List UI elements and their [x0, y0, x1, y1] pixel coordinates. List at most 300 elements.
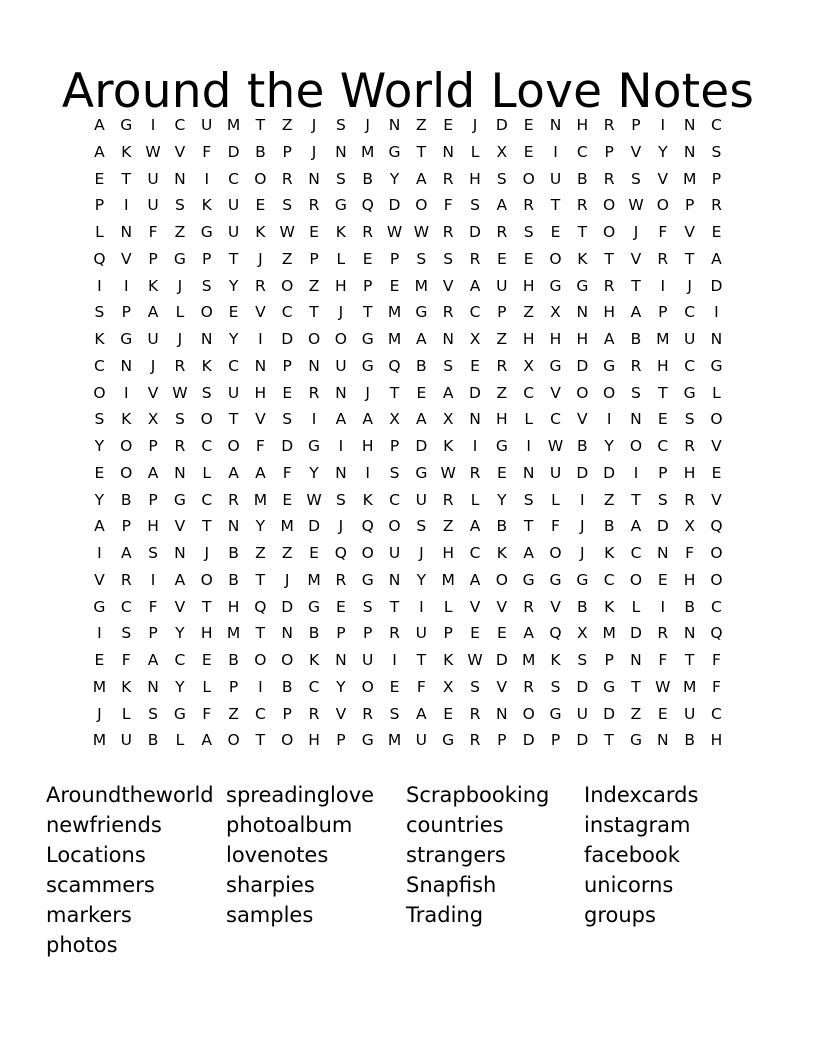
grid-cell[interactable]: R: [362, 223, 374, 241]
grid-cell[interactable]: G: [308, 437, 321, 455]
grid-cell[interactable]: S: [282, 410, 293, 429]
grid-cell[interactable]: H: [442, 544, 454, 562]
grid-cell[interactable]: X: [442, 677, 454, 696]
grid-cell[interactable]: R: [281, 169, 293, 188]
grid-cell[interactable]: A: [603, 330, 615, 348]
grid-cell[interactable]: O: [629, 437, 643, 455]
grid-cell[interactable]: O: [522, 169, 535, 188]
grid-cell[interactable]: V: [711, 437, 722, 455]
grid-cell[interactable]: U: [201, 116, 213, 134]
word-list-item[interactable]: countries: [406, 813, 504, 837]
grid-cell[interactable]: M: [253, 490, 268, 509]
grid-cell[interactable]: E: [282, 490, 293, 509]
grid-cell[interactable]: V: [577, 410, 588, 429]
word-list-item[interactable]: photos: [46, 933, 118, 957]
grid-cell[interactable]: K: [121, 410, 132, 429]
grid-cell[interactable]: W: [628, 196, 644, 215]
word-list-item[interactable]: Aroundtheworld: [46, 783, 214, 807]
grid-cell[interactable]: B: [308, 624, 320, 643]
grid-cell[interactable]: Z: [523, 303, 534, 322]
grid-cell[interactable]: E: [711, 463, 722, 482]
grid-cell[interactable]: L: [121, 704, 131, 723]
grid-cell[interactable]: E: [523, 116, 534, 134]
grid-cell[interactable]: A: [228, 463, 239, 482]
grid-cell[interactable]: N: [120, 356, 133, 375]
grid-cell[interactable]: U: [147, 196, 159, 215]
grid-cell[interactable]: Z: [416, 116, 427, 134]
grid-cell[interactable]: M: [387, 303, 402, 322]
grid-cell[interactable]: S: [470, 196, 480, 215]
grid-cell[interactable]: T: [362, 303, 373, 322]
grid-cell[interactable]: E: [523, 142, 534, 161]
grid-cell[interactable]: R: [442, 223, 454, 241]
grid-cell[interactable]: N: [710, 330, 723, 348]
grid-cell[interactable]: S: [148, 544, 158, 562]
grid-cell[interactable]: N: [308, 169, 320, 188]
grid-cell[interactable]: P: [336, 731, 346, 750]
word-list-item[interactable]: strangers: [406, 843, 506, 867]
grid-cell[interactable]: D: [576, 463, 589, 482]
grid-cell[interactable]: W: [440, 463, 456, 482]
grid-cell[interactable]: O: [495, 570, 508, 589]
grid-cell[interactable]: A: [469, 517, 481, 536]
grid-cell[interactable]: R: [469, 704, 481, 723]
grid-cell[interactable]: L: [712, 383, 721, 402]
grid-cell[interactable]: R: [657, 249, 669, 268]
grid-cell[interactable]: Q: [361, 517, 374, 536]
grid-cell[interactable]: C: [174, 651, 186, 669]
grid-cell[interactable]: W: [279, 223, 295, 241]
grid-cell[interactable]: I: [526, 437, 531, 455]
grid-cell[interactable]: J: [365, 383, 370, 402]
word-list-item[interactable]: markers: [46, 903, 132, 927]
grid-cell[interactable]: G: [173, 490, 186, 509]
grid-cell[interactable]: N: [630, 410, 642, 429]
grid-cell[interactable]: Z: [281, 544, 293, 562]
grid-cell[interactable]: S: [335, 169, 346, 188]
grid-cell[interactable]: K: [147, 276, 159, 295]
grid-cell[interactable]: R: [174, 356, 186, 375]
grid-cell[interactable]: W: [172, 383, 188, 402]
grid-cell[interactable]: G: [361, 356, 374, 375]
grid-cell[interactable]: L: [551, 490, 560, 509]
grid-cell[interactable]: C: [630, 544, 642, 562]
grid-cell[interactable]: V: [469, 597, 481, 616]
grid-cell[interactable]: P: [336, 624, 346, 643]
grid-cell[interactable]: U: [683, 330, 696, 348]
grid-cell[interactable]: S: [121, 624, 132, 643]
grid-cell[interactable]: G: [120, 330, 133, 348]
grid-cell[interactable]: U: [496, 276, 508, 295]
grid-cell[interactable]: V: [630, 249, 642, 268]
grid-cell[interactable]: V: [711, 490, 722, 509]
grid-cell[interactable]: G: [334, 196, 347, 215]
grid-cell[interactable]: E: [443, 116, 454, 134]
grid-cell[interactable]: U: [120, 731, 132, 750]
grid-cell[interactable]: K: [443, 651, 454, 669]
grid-cell[interactable]: H: [656, 356, 669, 375]
grid-cell[interactable]: C: [308, 677, 320, 696]
grid-cell[interactable]: G: [308, 597, 321, 616]
grid-cell[interactable]: R: [120, 570, 132, 589]
grid-cell[interactable]: R: [442, 303, 454, 322]
grid-cell[interactable]: P: [497, 731, 507, 750]
grid-cell[interactable]: T: [121, 169, 131, 188]
grid-cell[interactable]: D: [656, 517, 669, 536]
grid-cell[interactable]: T: [228, 249, 239, 268]
grid-cell[interactable]: E: [282, 383, 293, 402]
grid-cell[interactable]: M: [92, 677, 107, 696]
grid-cell[interactable]: B: [577, 437, 588, 455]
grid-cell[interactable]: F: [658, 651, 668, 669]
grid-cell[interactable]: P: [684, 196, 695, 215]
grid-cell[interactable]: M: [92, 731, 107, 750]
grid-cell[interactable]: F: [416, 677, 426, 696]
grid-cell[interactable]: Y: [228, 276, 239, 295]
grid-cell[interactable]: S: [657, 490, 668, 509]
grid-cell[interactable]: B: [577, 597, 588, 616]
grid-cell[interactable]: U: [549, 463, 562, 482]
grid-cell[interactable]: Z: [281, 116, 293, 134]
grid-cell[interactable]: T: [389, 383, 400, 402]
grid-cell[interactable]: H: [683, 463, 696, 482]
grid-cell[interactable]: Y: [255, 517, 266, 536]
grid-cell[interactable]: N: [496, 704, 508, 723]
grid-cell[interactable]: U: [415, 490, 428, 509]
grid-cell[interactable]: X: [147, 410, 159, 429]
word-list-item[interactable]: groups: [584, 903, 656, 927]
grid-cell[interactable]: U: [549, 169, 562, 188]
grid-cell[interactable]: J: [419, 544, 424, 562]
grid-cell[interactable]: T: [255, 570, 266, 589]
grid-cell[interactable]: P: [121, 517, 131, 536]
grid-cell[interactable]: A: [335, 410, 347, 429]
grid-cell[interactable]: F: [282, 463, 292, 482]
grid-cell[interactable]: C: [523, 383, 535, 402]
grid-cell[interactable]: I: [123, 276, 129, 295]
grid-cell[interactable]: F: [443, 196, 453, 215]
grid-cell[interactable]: K: [201, 196, 212, 215]
word-list-item[interactable]: facebook: [584, 843, 680, 867]
grid-cell[interactable]: V: [442, 276, 454, 295]
grid-cell[interactable]: N: [200, 330, 213, 348]
grid-cell[interactable]: G: [549, 570, 562, 589]
grid-cell[interactable]: Q: [254, 597, 267, 616]
grid-cell[interactable]: E: [657, 704, 668, 723]
grid-cell[interactable]: V: [630, 142, 642, 161]
grid-cell[interactable]: Z: [281, 249, 293, 268]
grid-cell[interactable]: D: [603, 704, 616, 723]
grid-cell[interactable]: R: [442, 490, 454, 509]
grid-cell[interactable]: T: [255, 731, 266, 750]
grid-cell[interactable]: G: [629, 731, 642, 750]
grid-cell[interactable]: F: [121, 651, 131, 669]
grid-cell[interactable]: X: [389, 410, 400, 429]
grid-cell[interactable]: S: [335, 116, 346, 134]
grid-cell[interactable]: C: [469, 544, 481, 562]
grid-cell[interactable]: S: [362, 597, 373, 616]
grid-cell[interactable]: N: [442, 330, 454, 348]
grid-cell[interactable]: N: [683, 142, 696, 161]
grid-cell[interactable]: F: [202, 704, 212, 723]
grid-cell[interactable]: M: [414, 276, 429, 295]
grid-cell[interactable]: Z: [496, 330, 508, 348]
grid-cell[interactable]: V: [147, 383, 159, 402]
grid-cell[interactable]: Y: [336, 677, 346, 696]
grid-cell[interactable]: J: [338, 517, 344, 536]
grid-cell[interactable]: R: [254, 276, 266, 295]
grid-cell[interactable]: U: [227, 223, 240, 241]
word-list-item[interactable]: newfriends: [46, 813, 162, 837]
grid-cell[interactable]: U: [227, 196, 240, 215]
grid-cell[interactable]: Y: [497, 490, 507, 509]
grid-cell[interactable]: E: [335, 597, 346, 616]
grid-cell[interactable]: T: [658, 383, 668, 402]
grid-cell[interactable]: P: [443, 624, 453, 643]
grid-cell[interactable]: L: [202, 677, 212, 696]
grid-cell[interactable]: S: [416, 249, 427, 268]
grid-cell[interactable]: P: [282, 704, 292, 723]
grid-cell[interactable]: S: [94, 303, 105, 322]
grid-cell[interactable]: N: [388, 116, 401, 134]
grid-cell[interactable]: H: [522, 330, 535, 348]
grid-cell[interactable]: V: [335, 704, 347, 723]
grid-cell[interactable]: I: [258, 677, 263, 696]
grid-cell[interactable]: D: [469, 383, 481, 402]
grid-cell[interactable]: N: [388, 570, 401, 589]
grid-cell[interactable]: M: [387, 731, 402, 750]
grid-cell[interactable]: P: [94, 196, 105, 215]
grid-cell[interactable]: R: [174, 437, 186, 455]
grid-cell[interactable]: E: [389, 677, 400, 696]
grid-cell[interactable]: X: [469, 330, 481, 348]
grid-cell[interactable]: K: [201, 356, 212, 375]
grid-cell[interactable]: O: [710, 570, 723, 589]
grid-cell[interactable]: R: [657, 624, 669, 643]
grid-cell[interactable]: D: [308, 517, 320, 536]
grid-cell[interactable]: G: [200, 223, 213, 241]
grid-cell[interactable]: O: [281, 651, 294, 669]
grid-cell[interactable]: P: [389, 249, 400, 268]
grid-cell[interactable]: S: [201, 383, 212, 402]
grid-cell[interactable]: L: [524, 410, 533, 429]
grid-cell[interactable]: F: [712, 651, 721, 669]
word-list-item[interactable]: scammers: [46, 873, 155, 897]
grid-cell[interactable]: B: [281, 677, 293, 696]
grid-cell[interactable]: J: [338, 303, 344, 322]
grid-cell[interactable]: D: [415, 437, 428, 455]
grid-cell[interactable]: T: [201, 517, 212, 536]
grid-cell[interactable]: E: [309, 223, 319, 241]
grid-cell[interactable]: S: [201, 276, 212, 295]
grid-cell[interactable]: W: [547, 437, 564, 455]
grid-cell[interactable]: I: [258, 330, 263, 348]
grid-cell[interactable]: P: [148, 490, 158, 509]
grid-cell[interactable]: O: [281, 731, 294, 750]
grid-cell[interactable]: B: [416, 356, 427, 375]
grid-cell[interactable]: A: [496, 196, 508, 215]
grid-cell[interactable]: L: [631, 597, 641, 616]
grid-cell[interactable]: Q: [388, 356, 401, 375]
grid-cell[interactable]: O: [200, 303, 213, 322]
grid-cell[interactable]: N: [335, 142, 347, 161]
grid-cell[interactable]: O: [227, 437, 240, 455]
grid-cell[interactable]: L: [95, 223, 104, 241]
grid-cell[interactable]: S: [684, 410, 695, 429]
grid-cell[interactable]: B: [147, 731, 159, 750]
grid-cell[interactable]: P: [282, 356, 292, 375]
grid-cell[interactable]: K: [308, 651, 320, 669]
grid-cell[interactable]: H: [710, 731, 723, 750]
grid-cell[interactable]: R: [496, 223, 508, 241]
grid-cell[interactable]: C: [120, 597, 132, 616]
grid-cell[interactable]: N: [657, 544, 669, 562]
grid-cell[interactable]: K: [604, 597, 615, 616]
grid-cell[interactable]: A: [416, 330, 427, 348]
grid-cell[interactable]: Q: [334, 544, 347, 562]
grid-cell[interactable]: R: [684, 490, 696, 509]
grid-cell[interactable]: Y: [416, 570, 427, 589]
grid-cell[interactable]: A: [630, 303, 642, 322]
grid-cell[interactable]: U: [362, 651, 374, 669]
grid-cell[interactable]: S: [523, 490, 534, 509]
grid-cell[interactable]: M: [682, 677, 697, 696]
grid-cell[interactable]: X: [442, 410, 454, 429]
grid-cell[interactable]: U: [227, 383, 240, 402]
grid-cell[interactable]: L: [443, 597, 453, 616]
grid-cell[interactable]: Y: [658, 142, 668, 161]
grid-cell[interactable]: D: [576, 356, 589, 375]
grid-cell[interactable]: D: [576, 677, 589, 696]
grid-cell[interactable]: I: [660, 276, 666, 295]
grid-cell[interactable]: Q: [93, 249, 106, 268]
grid-cell[interactable]: T: [309, 303, 319, 322]
grid-cell[interactable]: N: [469, 410, 481, 429]
grid-cell[interactable]: R: [308, 196, 320, 215]
grid-cell[interactable]: D: [495, 116, 508, 134]
grid-cell[interactable]: Y: [175, 677, 185, 696]
grid-cell[interactable]: A: [174, 570, 186, 589]
grid-cell[interactable]: A: [94, 116, 105, 134]
grid-cell[interactable]: M: [361, 142, 375, 161]
grid-cell[interactable]: J: [580, 517, 585, 536]
grid-cell[interactable]: O: [200, 570, 213, 589]
grid-cell[interactable]: N: [630, 651, 642, 669]
grid-cell[interactable]: O: [254, 169, 267, 188]
grid-cell[interactable]: R: [496, 356, 508, 375]
grid-cell[interactable]: O: [361, 544, 374, 562]
grid-cell[interactable]: S: [389, 463, 400, 482]
grid-cell[interactable]: G: [603, 677, 616, 696]
grid-cell[interactable]: U: [147, 330, 159, 348]
grid-cell[interactable]: K: [121, 142, 132, 161]
grid-cell[interactable]: G: [549, 356, 562, 375]
grid-cell[interactable]: E: [255, 196, 266, 215]
grid-cell[interactable]: B: [120, 490, 132, 509]
grid-cell[interactable]: E: [443, 704, 454, 723]
grid-cell[interactable]: U: [415, 624, 428, 643]
grid-cell[interactable]: I: [606, 410, 612, 429]
grid-cell[interactable]: V: [550, 597, 561, 616]
grid-cell[interactable]: Z: [496, 383, 508, 402]
grid-cell[interactable]: D: [388, 196, 401, 215]
grid-cell[interactable]: D: [710, 276, 723, 295]
grid-cell[interactable]: E: [416, 383, 427, 402]
grid-cell[interactable]: J: [311, 142, 317, 161]
grid-cell[interactable]: M: [521, 651, 536, 669]
grid-cell[interactable]: F: [712, 677, 721, 696]
grid-cell[interactable]: E: [657, 570, 668, 589]
grid-cell[interactable]: O: [629, 570, 643, 589]
grid-cell[interactable]: C: [711, 597, 722, 616]
grid-cell[interactable]: R: [389, 624, 400, 643]
grid-cell[interactable]: C: [94, 356, 105, 375]
word-list-item[interactable]: Snapfish: [406, 873, 497, 897]
grid-cell[interactable]: O: [549, 544, 562, 562]
grid-cell[interactable]: V: [496, 677, 508, 696]
grid-cell[interactable]: Z: [308, 276, 320, 295]
grid-cell[interactable]: B: [630, 330, 642, 348]
grid-cell[interactable]: H: [469, 169, 481, 188]
grid-cell[interactable]: C: [389, 490, 400, 509]
grid-cell[interactable]: G: [361, 731, 374, 750]
grid-cell[interactable]: R: [523, 597, 535, 616]
grid-cell[interactable]: F: [202, 142, 212, 161]
grid-cell[interactable]: Y: [175, 624, 185, 643]
grid-cell[interactable]: H: [227, 597, 240, 616]
grid-cell[interactable]: V: [657, 169, 669, 188]
grid-cell[interactable]: S: [631, 383, 641, 402]
grid-cell[interactable]: T: [631, 677, 641, 696]
grid-cell[interactable]: O: [522, 704, 535, 723]
grid-cell[interactable]: O: [120, 463, 133, 482]
grid-cell[interactable]: O: [227, 731, 240, 750]
grid-cell[interactable]: V: [255, 410, 266, 429]
grid-cell[interactable]: O: [576, 383, 589, 402]
grid-cell[interactable]: O: [710, 410, 723, 429]
grid-cell[interactable]: R: [469, 463, 481, 482]
grid-cell[interactable]: I: [123, 383, 129, 402]
grid-cell[interactable]: C: [711, 116, 722, 134]
grid-cell[interactable]: A: [362, 410, 373, 429]
grid-cell[interactable]: A: [94, 142, 105, 161]
grid-cell[interactable]: S: [550, 677, 561, 696]
grid-cell[interactable]: T: [604, 249, 614, 268]
grid-cell[interactable]: Y: [309, 463, 319, 482]
grid-cell[interactable]: Y: [228, 330, 239, 348]
grid-cell[interactable]: N: [549, 116, 562, 134]
grid-cell[interactable]: Y: [94, 490, 105, 509]
grid-cell[interactable]: T: [684, 651, 695, 669]
grid-cell[interactable]: R: [684, 437, 696, 455]
grid-cell[interactable]: W: [386, 223, 403, 241]
grid-cell[interactable]: C: [684, 303, 696, 322]
grid-cell[interactable]: Y: [389, 169, 400, 188]
grid-cell[interactable]: R: [442, 169, 454, 188]
grid-cell[interactable]: M: [656, 330, 670, 348]
word-list-item[interactable]: lovenotes: [226, 843, 329, 867]
grid-cell[interactable]: D: [603, 463, 616, 482]
grid-cell[interactable]: P: [309, 249, 319, 268]
grid-cell[interactable]: S: [335, 490, 346, 509]
grid-cell[interactable]: V: [496, 597, 508, 616]
grid-cell[interactable]: R: [308, 704, 320, 723]
grid-cell[interactable]: E: [496, 249, 507, 268]
grid-cell[interactable]: P: [604, 142, 614, 161]
grid-cell[interactable]: H: [200, 624, 213, 643]
grid-cell[interactable]: J: [687, 276, 692, 295]
grid-cell[interactable]: E: [496, 463, 507, 482]
